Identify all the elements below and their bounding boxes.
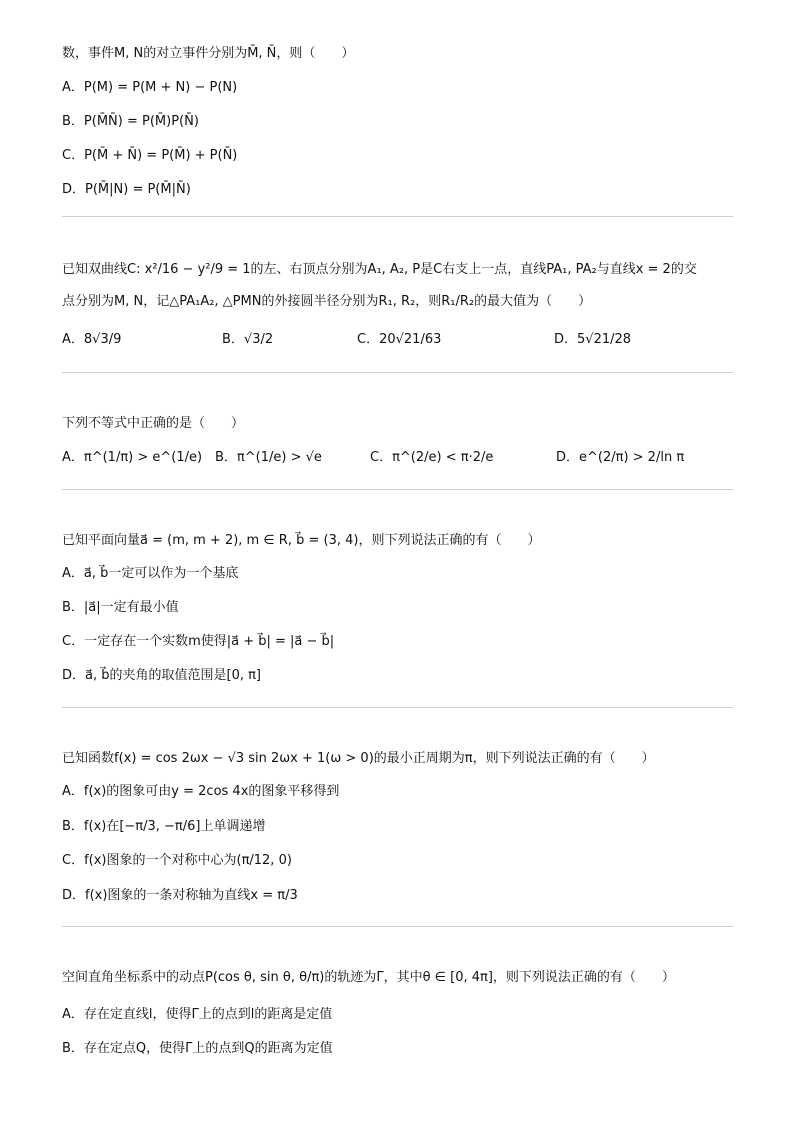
q5-option-c: C．f(x)图象的一个对称中心为(π/12, 0) — [62, 853, 292, 868]
q6-stem: 空间直角坐标系中的动点P(cos θ, sin θ, θ/π)的轨迹为Γ，其中θ ∈ [0, 4π]，则下列说法正确的有（ ） — [62, 970, 675, 985]
q5-option-d: D．f(x)图象的一条对称轴为直线x = π/3 — [62, 888, 298, 903]
q2-option-b: B．√3/2 — [222, 332, 274, 347]
q2-stem-line2: 点分别为M, N，记△PA₁A₂, △PMN的外接圆半径分别为R₁, R₂，则R₁/R₂的最大值为（ ） — [62, 294, 592, 309]
q4-option-b: B．|a⃗|一定有最小值 — [62, 600, 179, 615]
divider — [62, 489, 733, 490]
q2-stem-line1: 已知双曲线C: x²/16 − y²/9 = 1的左、右顶点分别为A₁, A₂, P是C右支上一点，直线PA₁, PA₂与直线x = 2的交 — [62, 262, 697, 277]
q2-option-d: D．5√21/28 — [554, 332, 632, 347]
q5-option-a: A．f(x)的图象可由y = 2cos 4x的图象平移得到 — [62, 784, 340, 799]
q3-option-a: A．π^(1/π) > e^(1/e) — [62, 450, 203, 465]
q3-option-d: D．e^(2/π) > 2/ln π — [556, 450, 685, 465]
divider — [62, 372, 733, 373]
q5-stem: 已知函数f(x) = cos 2ωx − √3 sin 2ωx + 1(ω > 0)的最小正周期为π，则下列说法正确的有（ ） — [62, 751, 655, 766]
q6-option-a: A．存在定直线l，使得Γ上的点到l的距离是定值 — [62, 1007, 333, 1022]
q6-option-b: B．存在定点Q，使得Γ上的点到Q的距离为定值 — [62, 1041, 333, 1056]
q3-option-c: C．π^(2/e) < π·2/e — [370, 450, 494, 465]
divider — [62, 926, 733, 927]
q1-option-c: C．P(M̄ + N̄) = P(M̄) + P(N̄) — [62, 148, 238, 163]
q3-option-b: B．π^(1/e) > √e — [215, 450, 322, 465]
q5-option-b: B．f(x)在[−π/3, −π/6]上单调递增 — [62, 819, 266, 834]
q1-stem: 数，事件M, N的对立事件分别为M̄, N̄，则（ ） — [62, 46, 355, 61]
q4-stem: 已知平面向量a⃗ = (m, m + 2), m ∈ R, b⃗ = (3, 4)，则下列说法正确的有（ ） — [62, 533, 541, 548]
q1-option-b: B．P(M̄N̄) = P(M̄)P(N̄) — [62, 114, 199, 129]
q1-option-a: A．P(M) = P(M + N) − P(N) — [62, 80, 238, 95]
q4-option-c: C．一定存在一个实数m使得|a⃗ + b⃗| = |a⃗ − b⃗| — [62, 634, 335, 649]
q3-stem: 下列不等式中正确的是（ ） — [62, 416, 245, 431]
q2-option-a: A．8√3/9 — [62, 332, 122, 347]
divider — [62, 707, 733, 708]
q1-option-d: D．P(M̄|N) = P(M̄|N̄) — [62, 182, 191, 197]
q4-option-d: D．a⃗, b⃗的夹角的取值范围是[0, π] — [62, 668, 261, 683]
q2-option-c: C．20√21/63 — [357, 332, 442, 347]
q4-option-a: A．a⃗, b⃗一定可以作为一个基底 — [62, 566, 239, 581]
divider — [62, 216, 733, 217]
